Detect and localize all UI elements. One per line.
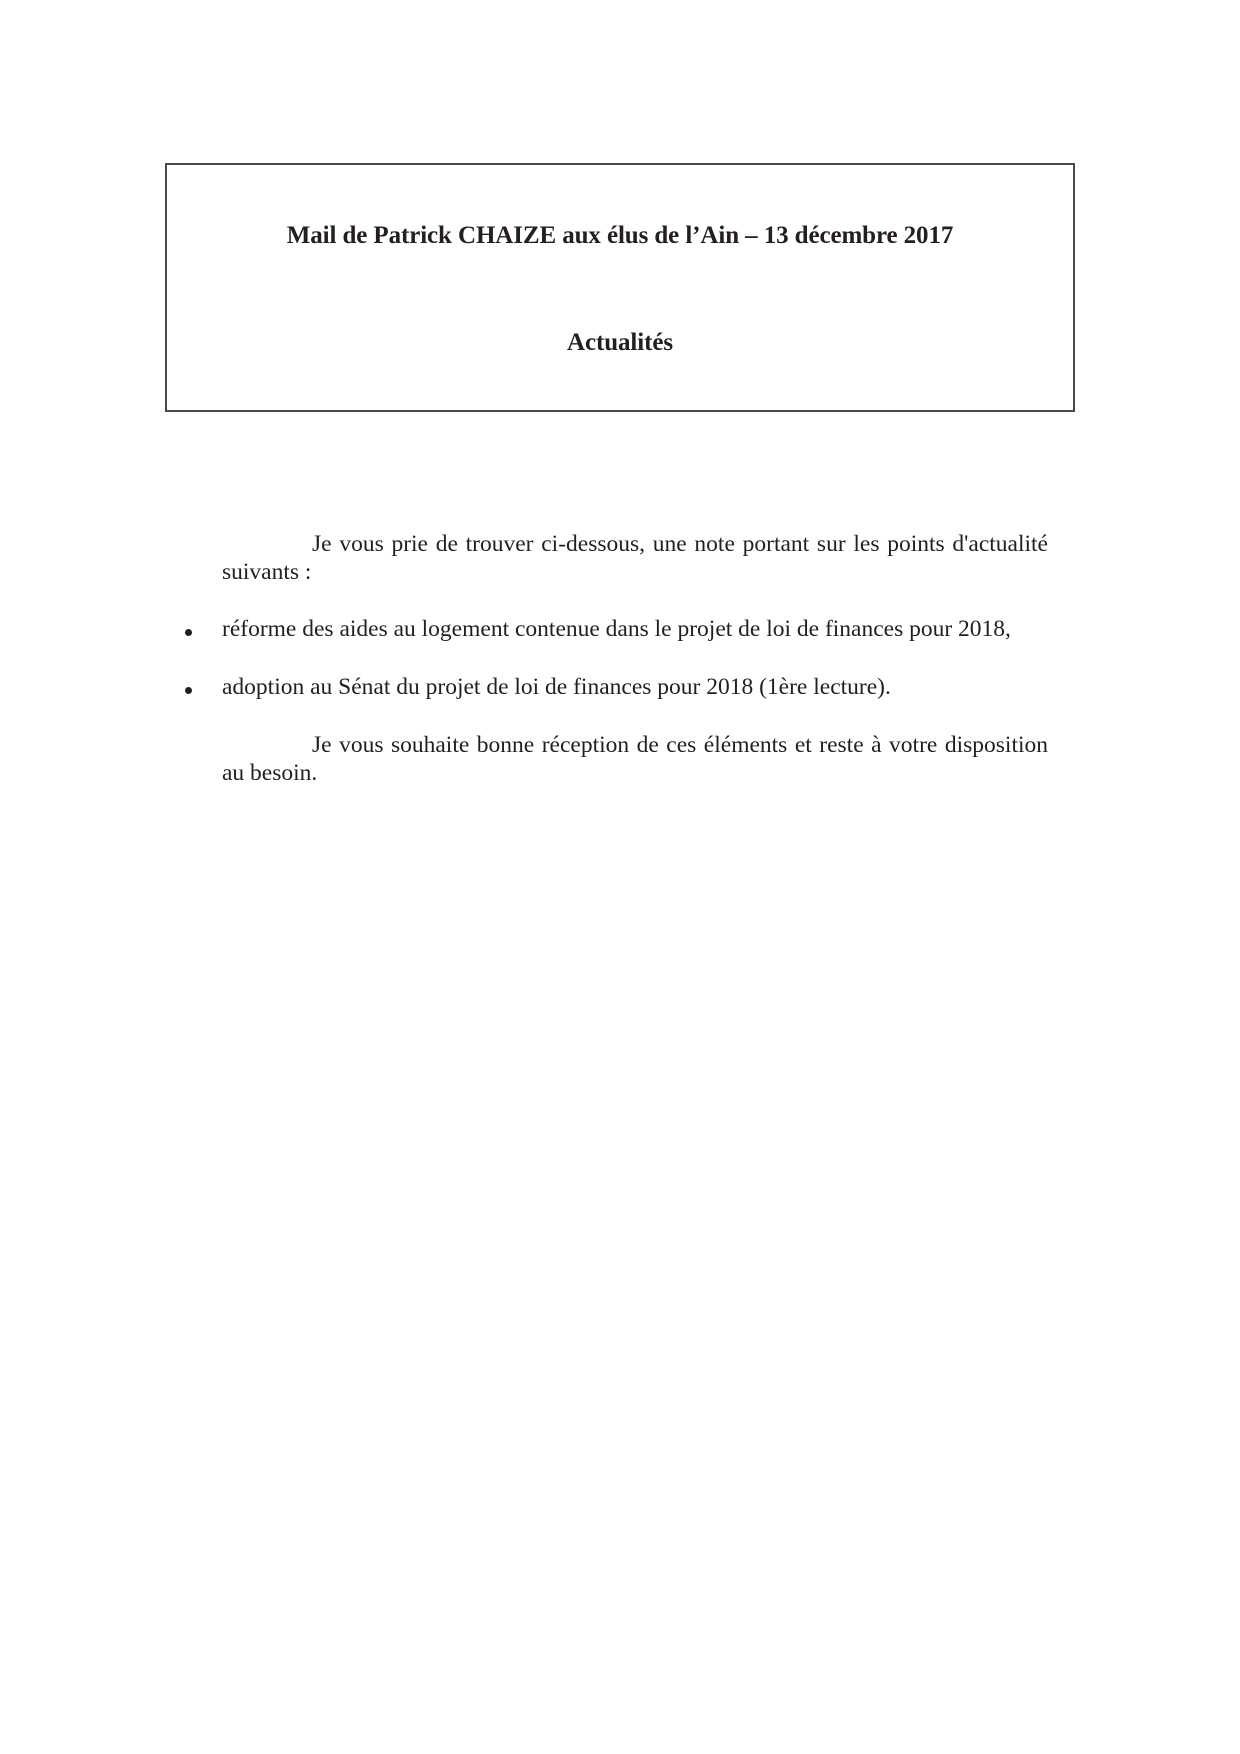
closing-paragraph-text: Je vous souhaite bonne réception de ces éléments et reste à votre disposition au besoin. [222, 732, 1048, 786]
document-title: Mail de Patrick CHAIZE aux élus de l’Ain – 13 décembre 2017 [286, 222, 954, 249]
intro-paragraph [222, 530, 1048, 586]
bullet-icon [185, 687, 192, 694]
intro-paragraph-text: Je vous prie de trouver ci-dessous, une note portant sur les points d'actualité suivants : [222, 531, 1048, 585]
header-box [165, 163, 1075, 412]
bullet-item-text: adoption au Sénat du projet de loi de finances pour 2018 (1ère lecture). [222, 674, 891, 700]
bullet-item [222, 615, 1122, 643]
bullet-item-text: réforme des aides au logement contenue dans le projet de loi de finances pour 2018, [222, 616, 1011, 642]
bullet-item [222, 673, 1122, 701]
bullet-icon [185, 629, 192, 636]
closing-paragraph [222, 731, 1048, 787]
document-subtitle: Actualités [567, 329, 673, 356]
